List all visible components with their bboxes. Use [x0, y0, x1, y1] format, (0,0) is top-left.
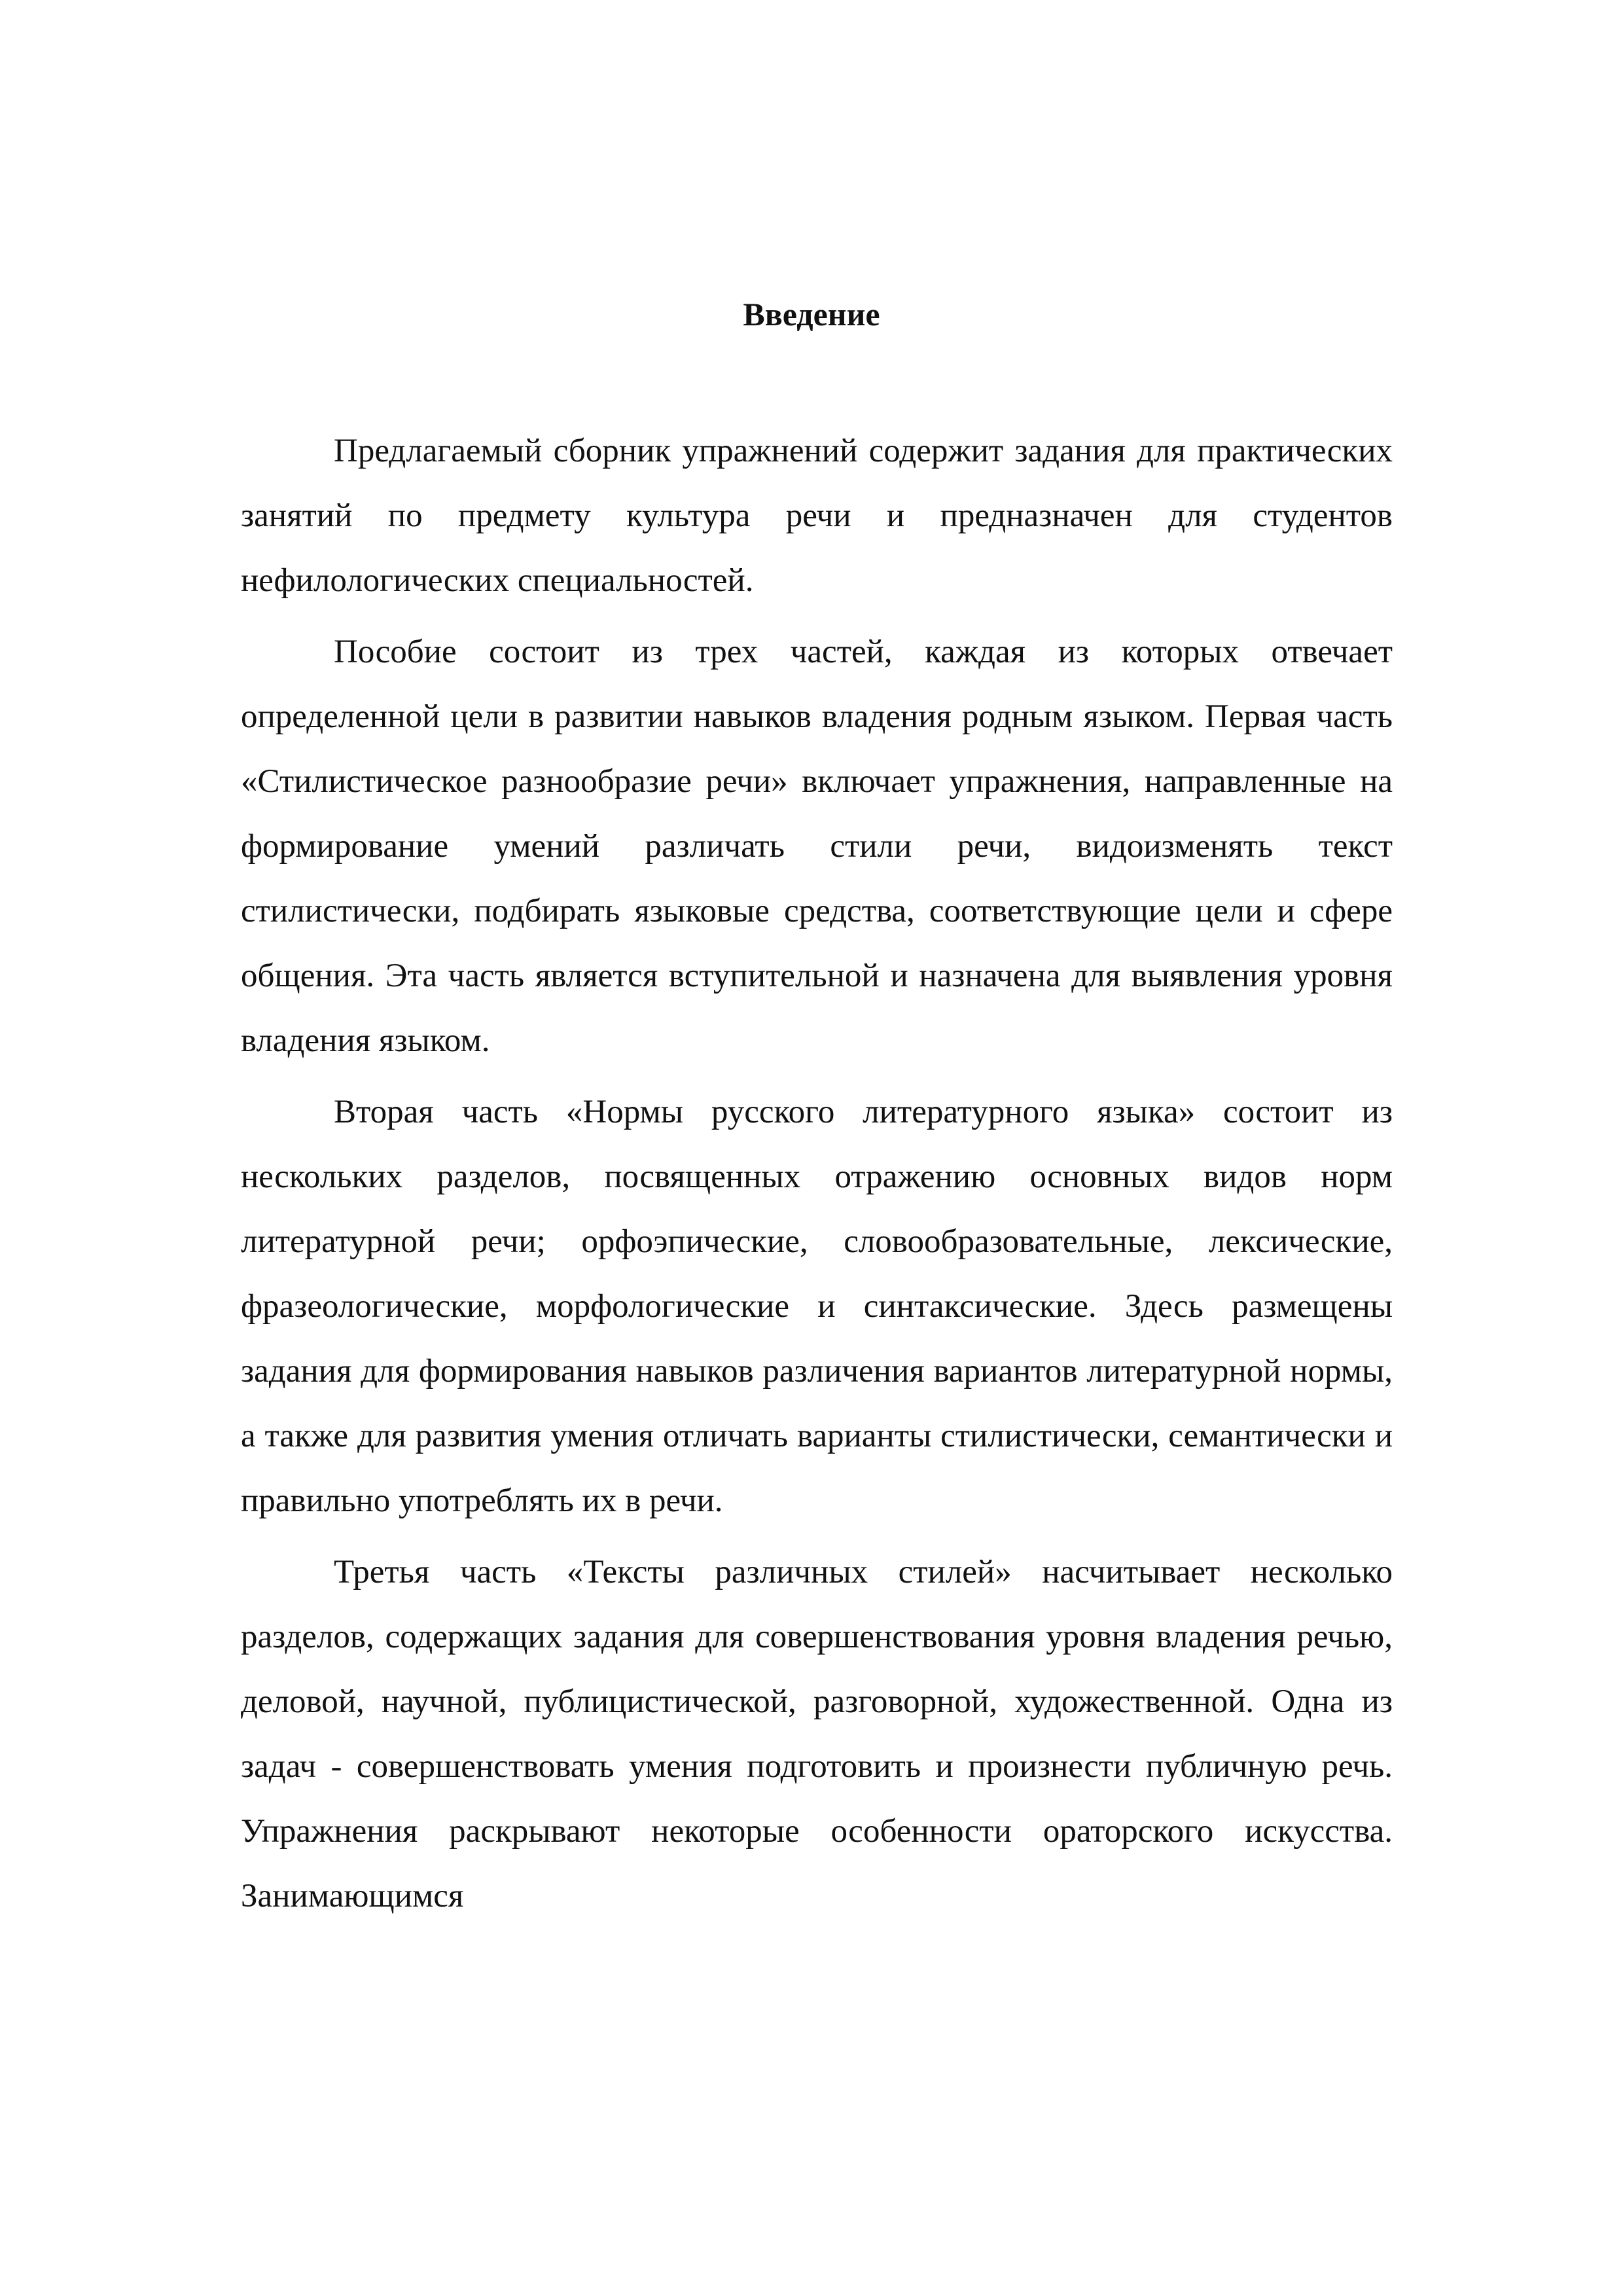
paragraph-intro: Предлагаемый сборник упражнений содержит задания для практических занятий по предмету культура речи и предназначен для студентов нефилологических специальностей. [241, 433, 1393, 599]
paragraph-part-two: Вторая часть «Нормы русского литературного языка» состоит из нескольких разделов, посвященных отражению основных видов норм литературной речи; орфоэпические, словообразовательные, лексические, фразеологические, морфологические и синтаксические. Здесь размещены задания для формирования навыков различения вариантов литературной нормы, а также для развития умения отличать варианты стилистически, семантически и правильно употреблять их в речи. [241, 1094, 1393, 1519]
document-body [241, 419, 1393, 1935]
document-title: Введение [743, 296, 880, 332]
paragraph-part-three: Третья часть «Тексты различных стилей» насчитывает несколько разделов, содержащих задания для совершенствования уровня владения речью, деловой, научной, публицистической, разговорной, художественной. Одна из задач - совершенствовать умения подготовить и произнести публичную речь. Упражнения раскрывают некоторые особенности ораторского искусства. Занимающимся [241, 1554, 1393, 1914]
paragraph-structure: Пособие состоит из трех частей, каждая из которых отвечает определенной цели в развитии навыков владения родным языком. Первая часть «Стилистическое разнообразие речи» включает упражнения, направленные на формирование умений различать стили речи, видоизменять текст стилистически, подбирать языковые средства, соответствующие цели и сфере общения. Эта часть является вступительной и назначена для выявления уровня владения языком. [241, 634, 1393, 1059]
